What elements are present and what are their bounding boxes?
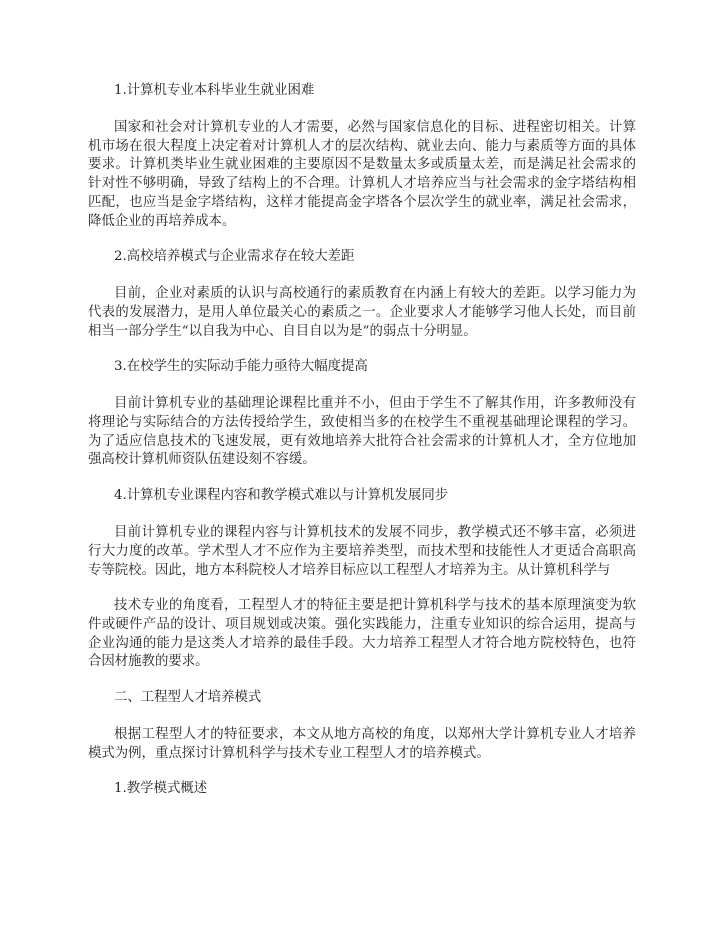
section-heading: 1.计算机专业本科毕业生就业困难 [114,83,315,98]
body-paragraph: 国家和社会对计算机专业的人才需要，必然与国家信息化的目标、进程密切相关。计算机市场在很大程度上决定着对计算机人才的层次结构、就业去向、能力与素质等方面的具体要求。计算机类毕业生就业困难的主要原因不是数量太多或质量太差，而是满足社会需求的针对性不够明确，导致了结构上的不合理。计算机人才培养应当与社会需求的金字塔结构相匹配，也应当是金字塔结构，这样才能提高金字塔各个层次学生的就业率，满足社会需求，降低企业的再培养成本。 [88,120,636,229]
section-heading: 2.高校培养模式与企业需求存在较大差距 [114,249,355,265]
body-paragraph: 技术专业的角度看，工程型人才的特征主要是把计算机科学与技术的基本原理演变为软件或硬件产品的设计、项目规划或决策。强化实践能力，注重专业知识的综合运用，提高与企业沟通的能力是这类人才培养的最佳手段。大力培养工程型人才符合地方院校特色，也符合因材施教的要求。 [88,598,636,670]
section-heading: 4.计算机专业课程内容和教学模式难以与计算机发展同步 [114,488,449,504]
body-paragraph: 目前计算机专业的基础理论课程比重并不小，但由于学生不了解其作用，许多教师没有将理论与实际结合的方法传授给学生，致使相当多的在校学生不重视基础理论课程的学习。为了适应信息技术的飞速发展，更有效地培养大批符合社会需求的计算机人才，全方位地加强高校计算机师资队伍建设刻不容缓。 [88,396,636,468]
section-heading: 1.教学模式概述 [114,781,208,797]
document-page [88,82,636,798]
section-heading: 3.在校学生的实际动手能力亟待大幅度提高 [114,359,368,375]
section-heading: 二、工程型人才培养模式 [114,690,262,706]
body-paragraph: 目前，企业对素质的认识与高校通行的素质教育在内涵上有较大的差距。以学习能力为代表的发展潜力，是用人单位最关心的素质之一。企业要求人才能够学习他人长处，而目前相当一部分学生“以自我为中心、自目自以为是”的弱点十分明显。 [88,286,636,339]
body-paragraph: 根据工程型人才的特征要求，本文从地方高校的角度，以郑州大学计算机专业人才培养模式为例，重点探讨计算机科学与技术专业工程型人才的培养模式。 [88,727,636,761]
body-paragraph: 目前计算机专业的课程内容与计算机技术的发展不同步，教学模式还不够丰富，必须进行大力度的改革。学术型人才不应作为主要培养类型，而技术型和技能性人才更适合高职高专等院校。因此，地方本科院校人才培养目标应以工程型人才培养为主。从计算机科学与 [88,525,636,578]
